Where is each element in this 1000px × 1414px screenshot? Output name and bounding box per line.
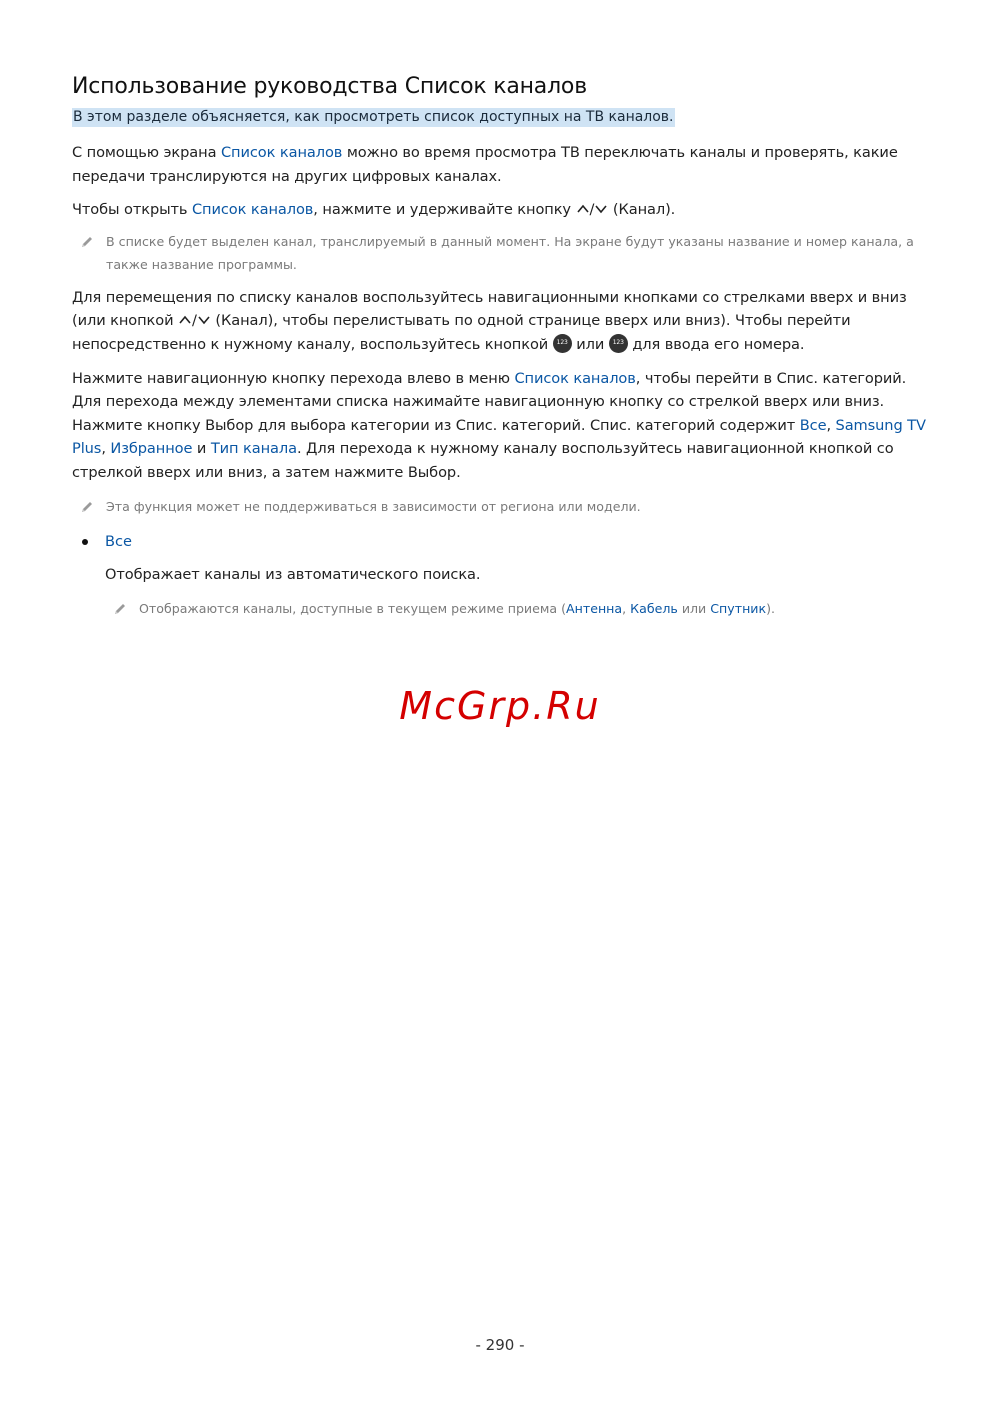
link-channel-list[interactable]: Список каналов (220, 144, 343, 161)
page-title: Использование руководства Список каналов (72, 74, 587, 99)
chevron-down-icon (197, 314, 211, 326)
link-samsung-tv-plus[interactable]: Samsung TV Plus (72, 416, 926, 458)
number-pad-button-icon: 123 (609, 334, 628, 353)
link-channel-list[interactable]: Список каналов (191, 201, 314, 219)
list-item-description: Отображает каналы из автоматического поиска. (105, 566, 481, 584)
link-satellite[interactable]: Спутник (710, 600, 767, 616)
paragraph-categories: Нажмите навигационную кнопку перехода влево в меню Список каналов, чтобы перейти в Спис. категорий. Для перехода между элементами списка нажимайте навигационную кнопку со стрелкой вверх или вниз. Нажмите кнопку Выбор для выбора категории из Спис. категорий. Спис. категорий содержит Все, Samsung TV Plus, Избранное и Тип канала. Для перехода к нужному каналу воспользуйтесь навигационной кнопкой со стрелкой вверх или вниз, а затем нажмите Выбор. (72, 369, 926, 481)
chevron-up-icon (576, 203, 590, 215)
paragraph-intro: С помощью экрана Список каналов можно во время просмотра ТВ переключать каналы и проверять, какие передачи транслируются на других цифровых каналах. (72, 144, 898, 185)
paragraph-open: Чтобы открыть Список каналов, нажмите и удерживайте кнопку / (Канал). (72, 201, 676, 219)
list-item (72, 530, 932, 553)
pencil-icon (113, 602, 127, 616)
page-number: - 290 - (475, 1336, 525, 1354)
pencil-icon (80, 235, 94, 249)
chevron-down-icon (594, 203, 608, 215)
note-highlight: В списке будет выделен канал, транслируемый в данный момент. На экране будут указаны название и номер канала, а также название программы. (72, 230, 932, 277)
list-item-title[interactable]: Все (105, 533, 133, 551)
link-channel-type[interactable]: Тип канала (210, 440, 297, 458)
link-all[interactable]: Все (799, 416, 827, 434)
note-receive-mode: Отображаются каналы, доступные в текущем режиме приема (Антенна, Кабель или Спутник). (105, 597, 932, 621)
link-antenna[interactable]: Антенна (566, 600, 623, 616)
watermark: McGrp.Ru (399, 684, 601, 728)
link-channel-list[interactable]: Список каналов (514, 369, 636, 387)
pencil-icon (80, 500, 94, 514)
page-content (72, 72, 932, 620)
number-pad-button-icon: 123 (553, 334, 572, 353)
link-cable[interactable]: Кабель (630, 600, 678, 616)
section-subtitle: В этом разделе объясняется, как просмотреть список доступных на ТВ каналов. (73, 109, 674, 125)
note-region: Эта функция может не поддерживаться в зависимости от региона или модели. (72, 495, 932, 519)
chevron-up-icon (178, 314, 192, 326)
bullet-icon (82, 539, 88, 545)
link-favorites[interactable]: Избранное (110, 440, 193, 458)
paragraph-navigation: Для перемещения по списку каналов воспользуйтесь навигационными кнопками со стрелками вверх и вниз (или кнопкой / (Канал), чтобы перелистывать по одной странице вверх или вниз). Чтобы перейти непосредственно к нужному каналу, воспользуйтесь кнопкой 123 или 123 для ввода его номера. (72, 288, 907, 353)
